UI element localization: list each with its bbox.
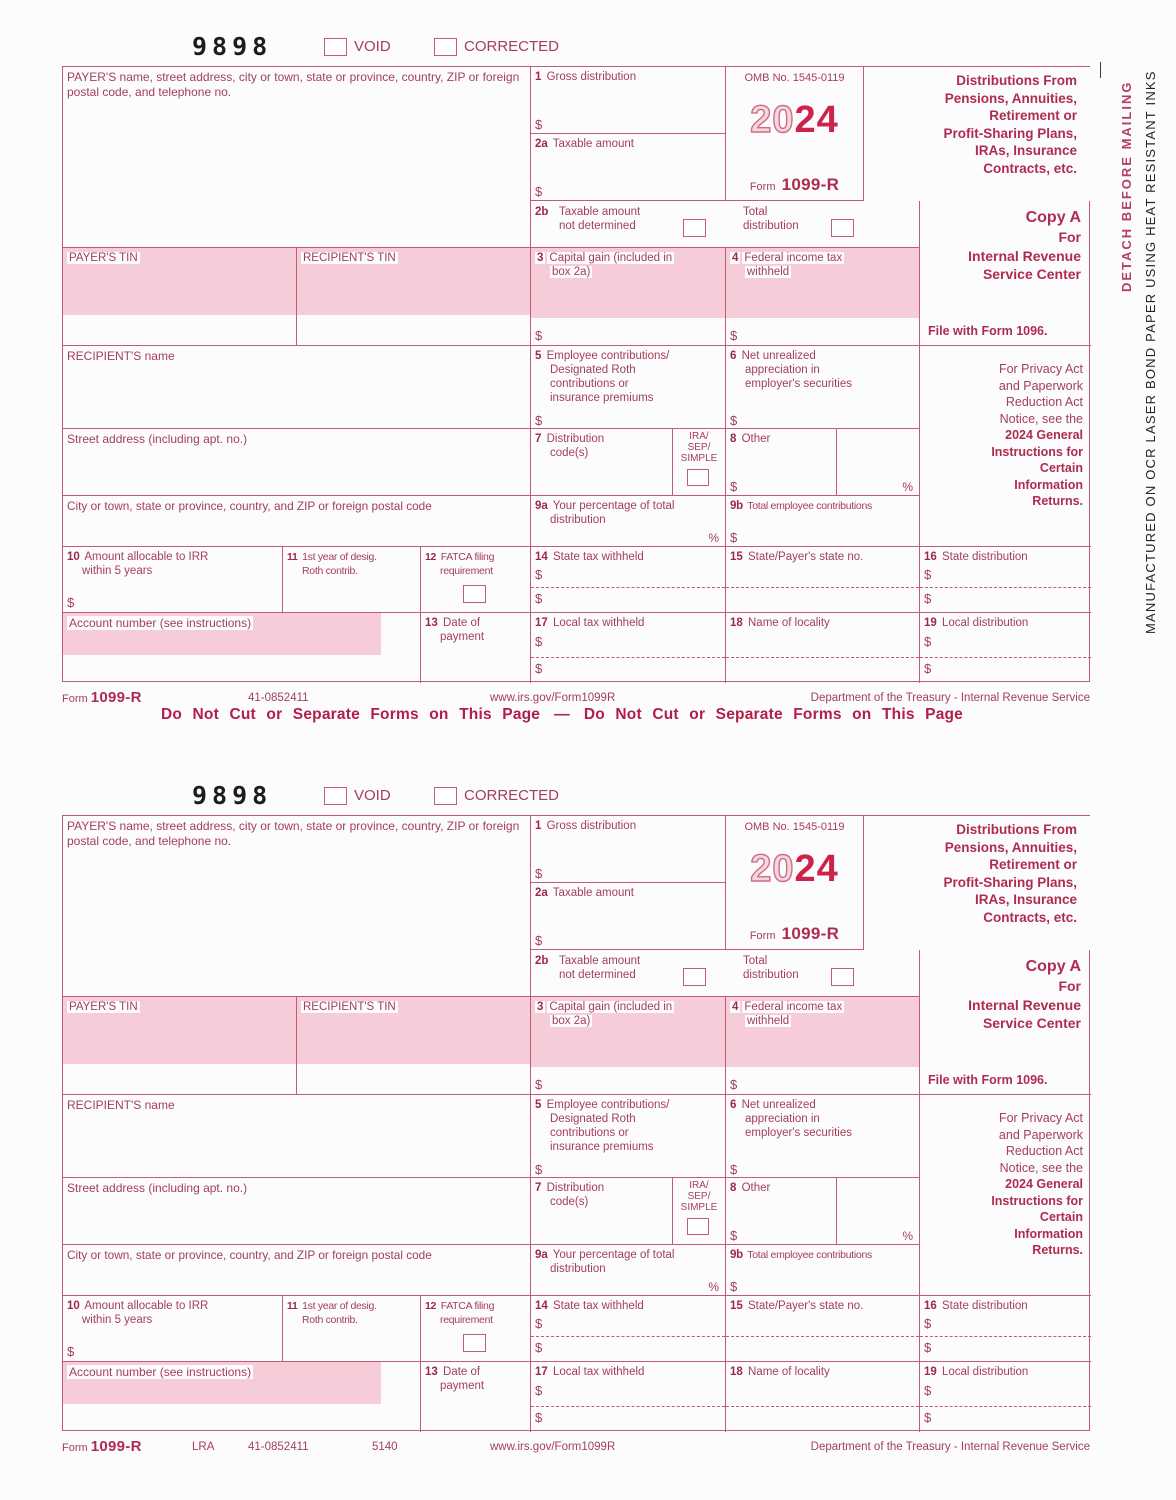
file-with-note: File with Form 1096.: [928, 324, 1048, 338]
recipient-name-box[interactable]: [63, 346, 531, 429]
box13-date-of-payment[interactable]: 13 Date of payment: [421, 1362, 531, 1432]
street-address-box[interactable]: [63, 1178, 531, 1245]
dollar-sign: $: [535, 1383, 543, 1398]
dollar-sign: $: [924, 567, 932, 582]
upper-1099r-form: [62, 32, 1090, 716]
payer-tin-label: PAYER'S TIN: [69, 1001, 138, 1013]
dollar-sign: $: [535, 661, 543, 676]
box6-net-unrealized-appreciation[interactable]: 6 Net unrealized appreciation in employer's securities $: [726, 346, 920, 429]
box3-capital-gain[interactable]: 3 Capital gain (included in box 2a) $: [531, 997, 726, 1095]
entry-divider: [920, 1336, 1091, 1337]
street-address-label: Street address (including apt. no.): [67, 1181, 248, 1195]
recipient-name-box[interactable]: [63, 1095, 531, 1178]
footer-form-number: Form 1099-R: [62, 689, 142, 706]
dollar-sign: $: [535, 567, 543, 582]
entry-divider: [726, 657, 919, 658]
recipient-tin-box[interactable]: [297, 997, 531, 1095]
corrected-checkbox[interactable]: [434, 787, 457, 805]
city-box[interactable]: [63, 496, 531, 547]
payer-tin-box[interactable]: [63, 997, 297, 1095]
dollar-sign: $: [535, 184, 543, 199]
taxable-not-determined-checkbox[interactable]: [683, 968, 706, 986]
copy-a-box: Copy A For Internal Revenue Service Center File with Form 1096.: [920, 950, 1091, 1095]
privacy-act-notice: For Privacy Act and Paperwork Reduction Act Notice, see the 2024 General Instructions for Certain Information Returns.: [920, 1095, 1091, 1296]
entry-divider: [726, 587, 919, 588]
form-identifier: Form 1099-R: [749, 175, 840, 194]
dollar-sign: $: [924, 591, 932, 606]
box9a-percentage-total-distribution[interactable]: 9a Your percentage of total distribution %: [531, 496, 726, 547]
omb-number: OMB No. 1545-0119: [744, 821, 845, 833]
box10-irr-allocable[interactable]: 10 Amount allocable to IRR within 5 years $: [63, 547, 283, 613]
entry-divider: [531, 1406, 725, 1407]
box15-state-payer-no[interactable]: 15 State/Payer's state no.: [726, 547, 920, 613]
box8-other[interactable]: 8 Other $ %: [726, 429, 920, 496]
ocr-form-code: 9898: [192, 781, 273, 810]
omb-number: OMB No. 1545-0119: [744, 72, 845, 84]
payer-info-box: [63, 816, 531, 997]
entry-divider: [531, 1336, 725, 1337]
file-with-note: File with Form 1096.: [928, 1073, 1048, 1087]
street-address-label: Street address (including apt. no.): [67, 432, 248, 446]
footer-department: Department of the Treasury - Internal Revenue Service: [810, 692, 1090, 704]
street-address-box[interactable]: [63, 429, 531, 496]
account-label: Account number (see instructions): [69, 616, 252, 630]
lower-1099r-form: [62, 781, 1090, 1465]
void-field: [324, 787, 391, 805]
form-1099r-sheet: [62, 815, 1090, 1431]
entry-divider: [726, 1336, 919, 1337]
box8-other[interactable]: 8 Other $ %: [726, 1178, 920, 1245]
payer-info-label: PAYER'S name, street address, city or town, state or province, country, ZIP or foreign postal code, and telephone no.: [67, 819, 520, 848]
dollar-sign: $: [535, 1077, 543, 1092]
footer-department: Department of the Treasury - Internal Revenue Service: [810, 1441, 1090, 1453]
copy-a-box: Copy A For Internal Revenue Service Center File with Form 1096.: [920, 201, 1091, 346]
recipient-name-label: RECIPIENT'S name: [67, 1098, 175, 1112]
tax-year: 2024: [750, 848, 839, 890]
dollar-sign: $: [730, 479, 738, 494]
city-box[interactable]: [63, 1245, 531, 1296]
omb-year-box: [726, 816, 864, 950]
box19-local-distribution[interactable]: 19 Local distribution $ $: [920, 613, 1091, 683]
percent-sign: %: [708, 1280, 719, 1294]
box12-fatca[interactable]: 12 FATCA filing requirement: [421, 547, 531, 613]
box18-name-of-locality[interactable]: 18 Name of locality: [726, 1362, 920, 1432]
cut-mark: [1100, 62, 1101, 78]
dollar-sign: $: [535, 1316, 543, 1331]
dollar-sign: $: [730, 413, 738, 428]
box6-net-unrealized-appreciation[interactable]: 6 Net unrealized appreciation in employer's securities $: [726, 1095, 920, 1178]
total-distribution-checkbox[interactable]: [831, 968, 854, 986]
percent-sign: %: [902, 480, 913, 494]
box15-state-payer-no[interactable]: 15 State/Payer's state no.: [726, 1296, 920, 1362]
footer-lra: LRA: [192, 1441, 215, 1453]
box14-state-tax-withheld[interactable]: 14 State tax withheld $ $: [531, 1296, 726, 1362]
entry-divider: [531, 587, 725, 588]
privacy-act-notice: For Privacy Act and Paperwork Reduction Act Notice, see the 2024 General Instructions for Certain Information Returns.: [920, 346, 1091, 547]
dollar-sign: $: [67, 1344, 75, 1359]
dollar-sign: $: [730, 328, 738, 343]
box8-divider: [836, 429, 837, 495]
box11-roth-year[interactable]: 11 1st year of desig. Roth contrib.: [283, 547, 421, 613]
box17-local-tax-withheld[interactable]: 17 Local tax withheld $ $: [531, 1362, 726, 1432]
ira-sep-simple-checkbox[interactable]: [687, 469, 709, 486]
dollar-sign: $: [535, 1162, 543, 1177]
box2a-taxable-amount[interactable]: 2a Taxable amount $: [531, 883, 726, 950]
dollar-sign: $: [535, 866, 543, 881]
box7-distribution-codes[interactable]: 7 Distribution code(s): [531, 1178, 673, 1245]
box14-state-tax-withheld[interactable]: 14 State tax withheld $ $: [531, 547, 726, 613]
dollar-sign: $: [924, 661, 932, 676]
void-checkbox[interactable]: [324, 787, 347, 805]
omb-year-box: [726, 67, 864, 201]
dollar-sign: $: [730, 1228, 738, 1243]
percent-sign: %: [902, 1229, 913, 1243]
dollar-sign: $: [535, 1340, 543, 1355]
corrected-field: [434, 38, 559, 56]
dollar-sign: $: [535, 328, 543, 343]
corrected-field: [434, 787, 559, 805]
account-number-box[interactable]: [63, 1362, 421, 1432]
footer-form-number: Form 1099-R: [62, 1438, 142, 1455]
dollar-sign: $: [730, 1162, 738, 1177]
void-label: VOID: [354, 787, 391, 804]
dollar-sign: $: [924, 1340, 932, 1355]
total-distribution-checkbox[interactable]: [831, 219, 854, 237]
payer-info-box: [63, 67, 531, 248]
city-label: City or town, state or province, country, and ZIP or foreign postal code: [67, 1248, 432, 1262]
corrected-checkbox[interactable]: [434, 38, 457, 56]
taxable-not-determined-checkbox[interactable]: [683, 219, 706, 237]
footer-control-number: 41-0852411: [248, 1441, 309, 1453]
box2b-row: 2b Taxable amount not determined Total distribution: [531, 201, 920, 248]
payer-info-label: PAYER'S name, street address, city or town, state or province, country, ZIP or foreign postal code, and telephone no.: [67, 70, 520, 99]
box19-local-distribution[interactable]: 19 Local distribution $ $: [920, 1362, 1091, 1432]
city-label: City or town, state or province, country, and ZIP or foreign postal code: [67, 499, 432, 513]
box12-fatca[interactable]: 12 FATCA filing requirement: [421, 1296, 531, 1362]
box8-divider: [836, 1178, 837, 1244]
corrected-label: CORRECTED: [464, 38, 560, 55]
box7-ira-sep-simple: IRA/ SEP/ SIMPLE: [673, 429, 726, 496]
dollar-sign: $: [535, 117, 543, 132]
dollar-sign: $: [535, 933, 543, 948]
box1-gross-distribution[interactable]: 1 Gross distribution $: [531, 67, 726, 134]
tax-year: 2024: [750, 99, 839, 141]
dollar-sign: $: [924, 1316, 932, 1331]
recipient-tin-label: RECIPIENT'S TIN: [303, 1001, 396, 1013]
entry-divider: [920, 1406, 1091, 1407]
box18-name-of-locality[interactable]: 18 Name of locality: [726, 613, 920, 683]
box16-state-distribution[interactable]: 16 State distribution $ $: [920, 1296, 1091, 1362]
box2b-row: 2b Taxable amount not determined Total distribution: [531, 950, 920, 997]
box4-federal-tax-withheld[interactable]: 4 Federal income tax withheld $: [726, 248, 920, 346]
void-label: VOID: [354, 38, 391, 55]
box16-state-distribution[interactable]: 16 State distribution $ $: [920, 547, 1091, 613]
box11-roth-year[interactable]: 11 1st year of desig. Roth contrib.: [283, 1296, 421, 1362]
percent-sign: %: [708, 531, 719, 545]
box9b-total-employee-contributions[interactable]: 9b Total employee contributions $: [726, 496, 920, 547]
void-checkbox[interactable]: [324, 38, 347, 56]
box1-gross-distribution[interactable]: 1 Gross distribution $: [531, 816, 726, 883]
dollar-sign: $: [535, 634, 543, 649]
dollar-sign: $: [535, 1410, 543, 1425]
recipient-tin-label: RECIPIENT'S TIN: [303, 252, 396, 264]
recipient-tin-box[interactable]: [297, 248, 531, 346]
ocr-form-code: 9898: [192, 32, 273, 61]
form-title: Distributions From Pensions, Annuities, Retirement or Profit-Sharing Plans, IRAs, Insurance Contracts, etc.: [943, 822, 1077, 925]
footer-irs-url: www.irs.gov/Form1099R: [490, 1441, 616, 1453]
account-number-box[interactable]: [63, 613, 421, 683]
dollar-sign: $: [535, 591, 543, 606]
do-not-cut-notice: Do Not Cut or Separate Forms on This Page — Do Not Cut or Separate Forms on This Page: [160, 706, 964, 723]
box10-irr-allocable[interactable]: 10 Amount allocable to IRR within 5 years $: [63, 1296, 283, 1362]
detach-before-mailing-note: DETACH BEFORE MAILING: [1119, 80, 1134, 292]
fatca-checkbox[interactable]: [463, 1334, 486, 1352]
payer-tin-box[interactable]: [63, 248, 297, 346]
box2a-taxable-amount[interactable]: 2a Taxable amount $: [531, 134, 726, 201]
box17-local-tax-withheld[interactable]: 17 Local tax withheld $ $: [531, 613, 726, 683]
entry-divider: [531, 657, 725, 658]
entry-divider: [920, 587, 1091, 588]
entry-divider: [920, 657, 1091, 658]
dollar-sign: $: [730, 530, 738, 545]
box4-federal-tax-withheld[interactable]: 4 Federal income tax withheld $: [726, 997, 920, 1095]
account-label: Account number (see instructions): [69, 1365, 252, 1379]
dollar-sign: $: [924, 634, 932, 649]
box13-date-of-payment[interactable]: 13 Date of payment: [421, 613, 531, 683]
corrected-label: CORRECTED: [464, 787, 560, 804]
box5-employee-contributions[interactable]: 5 Employee contributions/ Designated Roth contributions or insurance premiums $: [531, 1095, 726, 1178]
dollar-sign: $: [535, 413, 543, 428]
box9a-percentage-total-distribution[interactable]: 9a Your percentage of total distribution %: [531, 1245, 726, 1296]
footer-print-code: 5140: [372, 1441, 398, 1453]
entry-divider: [726, 1406, 919, 1407]
void-field: [324, 38, 391, 56]
box5-employee-contributions[interactable]: 5 Employee contributions/ Designated Roth contributions or insurance premiums $: [531, 346, 726, 429]
box3-capital-gain[interactable]: 3 Capital gain (included in box 2a) $: [531, 248, 726, 346]
dollar-sign: $: [924, 1383, 932, 1398]
form-1099r-sheet: [62, 66, 1090, 682]
fatca-checkbox[interactable]: [463, 585, 486, 603]
form-identifier: Form 1099-R: [749, 924, 840, 943]
box7-distribution-codes[interactable]: 7 Distribution code(s): [531, 429, 673, 496]
ira-sep-simple-checkbox[interactable]: [687, 1218, 709, 1235]
box9b-total-employee-contributions[interactable]: 9b Total employee contributions $: [726, 1245, 920, 1296]
form-title: Distributions From Pensions, Annuities, Retirement or Profit-Sharing Plans, IRAs, Insurance Contracts, etc.: [943, 73, 1077, 176]
recipient-name-label: RECIPIENT'S name: [67, 349, 175, 363]
paper-stock-note: MANUFACTURED ON OCR LASER BOND PAPER USING HEAT RESISTANT INKS: [1143, 70, 1158, 634]
dollar-sign: $: [730, 1279, 738, 1294]
box7-ira-sep-simple: IRA/ SEP/ SIMPLE: [673, 1178, 726, 1245]
footer-control-number: 41-0852411: [248, 692, 309, 704]
footer-irs-url: www.irs.gov/Form1099R: [490, 692, 616, 704]
dollar-sign: $: [730, 1077, 738, 1092]
dollar-sign: $: [67, 595, 75, 610]
payer-tin-label: PAYER'S TIN: [69, 252, 138, 264]
dollar-sign: $: [924, 1410, 932, 1425]
